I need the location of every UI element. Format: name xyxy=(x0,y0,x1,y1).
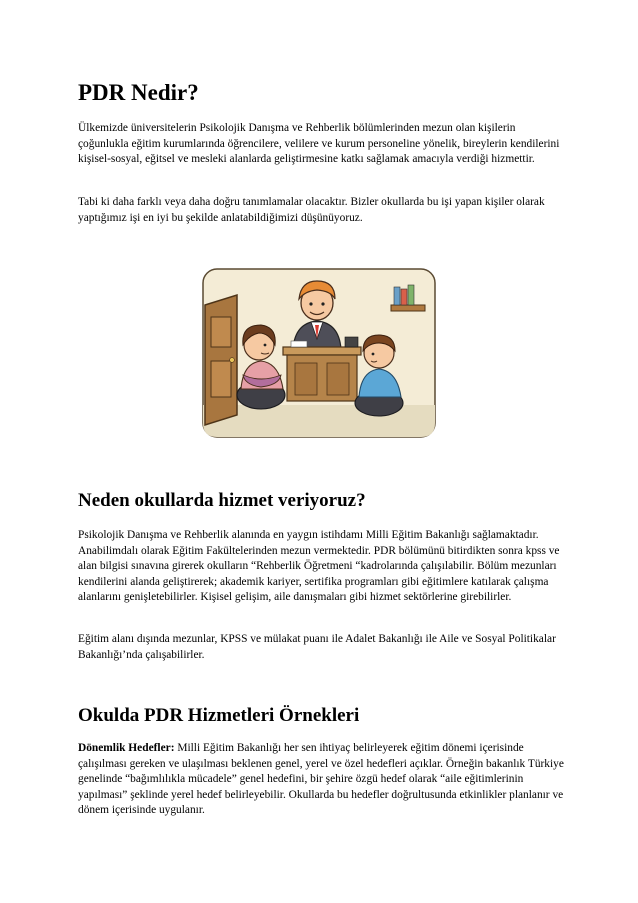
counseling-office-illustration xyxy=(195,265,443,445)
paragraph-other-fields: Eğitim alanı dışında mezunlar, KPSS ve mülakat puanı ile Adalet Bakanlığı ile Aile ve Sosyal Politikalar Bakanlığı’nda çalışabilirler. xyxy=(78,633,556,661)
lead-term: Dönemlik Hedefler: xyxy=(78,742,175,754)
paragraph-employment: Psikolojik Danışma ve Rehberlik alanında en yaygın istihdamı Milli Eğitim Bakanlığı sağlamaktadır. Anabilimdalı olarak Eğitim Fakültelerinden mezun vermektedir. PDR bölümünü bitirdikten sonra kpss ve alan bilgisi sınavına girerek okulların “Rehberlik Öğretmeni “kadrolarında çalışılabilir. Bölüm mezunları kendilerini alanda geliştirerek; akademik kariyer, sertifika programları gibi eğitimlere katılarak çalışma alanlarını genişletebilirler. Kişisel gelişim, aile danışmaları gibi hizmet sektörlerine girebilirler. xyxy=(78,529,560,604)
page-title: PDR Nedir? xyxy=(78,80,199,105)
paragraph-periodic-goals xyxy=(78,741,568,819)
paragraph-definition: Ülkemizde üniversitelerin Psikolojik Danışma ve Rehberlik bölümlerinden mezun olan kişilerin çoğunlukla eğitim kurumlarında öğrencilere, velilere ve kurum personeline yönelik, bireylerin kendilerini kişisel-sosyal, eğitsel ve mesleki alanlarda geliştirmesine katkı sağlamak amacıyla verdiği hizmettir. xyxy=(78,122,560,166)
section-heading-examples: Okulda PDR Hizmetleri Örnekleri xyxy=(78,705,360,726)
section-heading-why-schools: Neden okullarda hizmet veriyoruz? xyxy=(78,490,366,511)
paragraph-periodic-goals-text: Milli Eğitim Bakanlığı her sen ihtiyaç belirleyerek eğitim dönemi içerisinde çalışılması gereken ve ulaşılması beklenen genel, yerel ve özel hedefleri açıklar. Örneğin bakanlık Türkiye genelinde “bağımlılıkla mücadele” genel hedefini, bir şehire özgü hedef olarak “aile eğitimlerinin yapılması” şeklinde yerel hedef belirleyebilir. Okullarda bu hedefler doğrultusunda etkinlikler planlanır ve dönem içerisinde uygulanır. xyxy=(78,742,564,817)
paragraph-note: Tabi ki daha farklı veya daha doğru tanımlamalar olacaktır. Bizler okullarda bu işi yapan kişiler olarak yaptığımız işi en iyi bu şekilde anlatabildiğimizi düşünüyoruz. xyxy=(78,196,545,224)
